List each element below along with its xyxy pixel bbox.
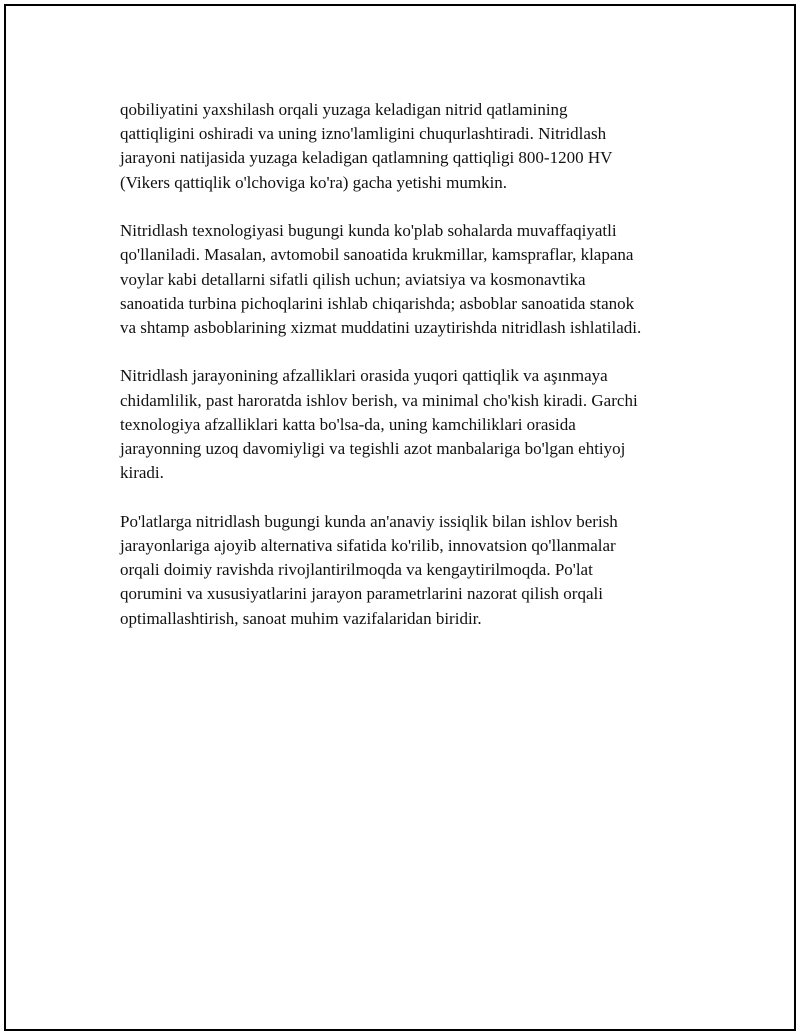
paragraph-3: Nitridlash jarayonining afzalliklari orasida yuqori qattiqlik va aşınmaya chidamlilik, past haroratda ishlov berish, va minimal cho'kish kiradi. Garchi texnologiya afzalliklari katta bo'lsa-da, uning kamchiliklari orasida jarayonning uzoq davomiyligi va tegishli azot manbalariga bo'lgan ehtiyoj kiradi. — [120, 366, 638, 483]
paragraph-4: Po'latlarga nitridlash bugungi kunda an'anaviy issiqlik bilan ishlov berish jarayonlariga ajoyib alternativa sifatida ko'rilib, innovatsion qo'llanmalar orqali doimiy ravishda rivojlantirilmoqda va kengaytirilmoqda. Po'lat qorumini va xususiyatlarini jarayon parametrlarini nazorat qilish orqali optimallashtirish, sanoat muhim vazifalaridan biridir. — [120, 511, 618, 628]
document-body — [120, 98, 700, 655]
page-frame — [4, 4, 796, 1031]
paragraph-1: qobiliyatini yaxshilash orqali yuzaga keladigan nitrid qatlamining qattiqligini oshiradi va uning izno'lamligini chuqurlashtiradi. Nitridlash jarayoni natijasida yuzaga keladigan qatlamning qattiqligi 800-1200 HV (Vikers qattiqlik o'lchoviga ko'ra) gacha yetishi mumkin. — [120, 100, 613, 192]
paragraph-2: Nitridlash texnologiyasi bugungi kunda ko'plab sohalarda muvaffaqiyatli qo'llaniladi. Masalan, avtomobil sanoatida krukmillar, kamspraflar, klapana voylar kabi detallarni sifatli qilish uchun; aviatsiya va kosmonavtika sanoatida turbina pichoqlarini ishlab chiqarishda; asboblar sanoatida stanok va shtamp asboblarining xizmat muddatini uzaytirishda nitridlash ishlatiladi. — [120, 221, 642, 337]
